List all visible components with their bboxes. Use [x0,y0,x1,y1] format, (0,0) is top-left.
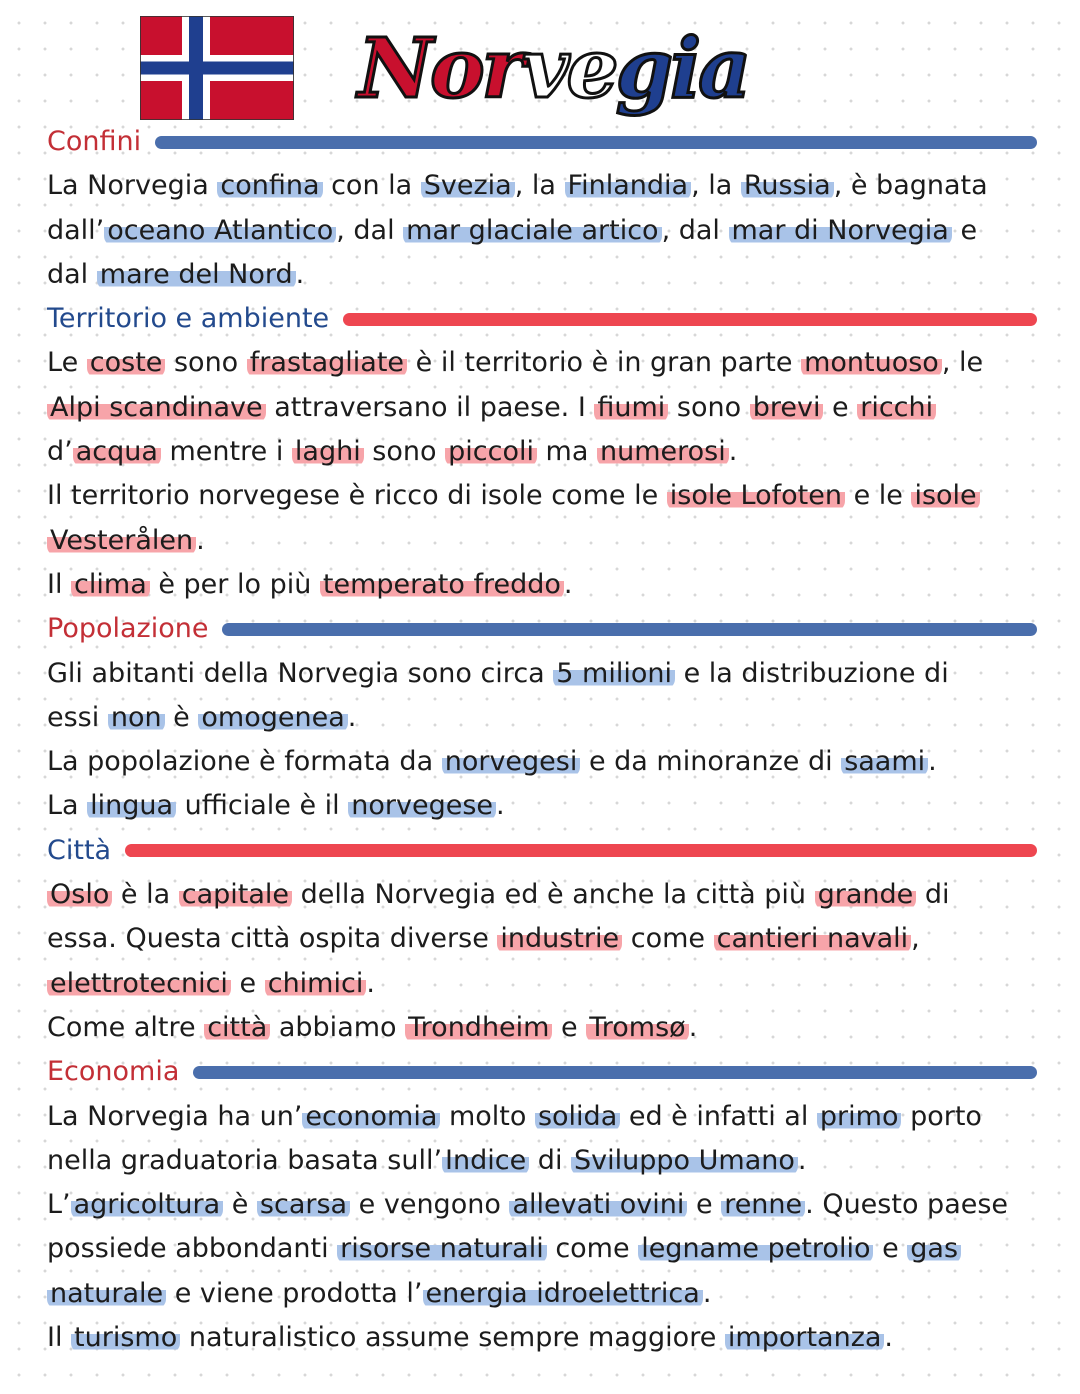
text: e [823,391,858,423]
text-line [47,873,1037,917]
text: e [552,1011,587,1043]
highlight: non [108,702,165,733]
highlight: temperato freddo [320,569,564,600]
highlight: frastagliate [247,347,407,378]
text-line [47,784,1037,828]
text: naturalistico assume sempre maggiore [180,1322,725,1354]
section-title: Città [47,834,112,866]
text-line [47,209,1037,253]
text: , dal [661,214,729,246]
highlight: omogenea [198,702,347,733]
text-line [47,519,1037,563]
highlight: agricoltura [71,1189,224,1220]
text: mentre i [160,436,292,468]
highlight: brevi [750,392,824,423]
text-line [47,962,1037,1006]
text: La Norvegia [47,170,218,202]
text: . [295,258,305,290]
text: . [702,1277,712,1309]
text: della Norvegia ed è anche la città più [292,879,815,911]
text: è per lo più [149,568,320,600]
highlight: renne [721,1189,805,1220]
text: essa. Questa città ospita diverse [47,923,498,955]
text: . [728,436,738,468]
text: e [873,1233,908,1265]
text: possiede abbondanti [47,1233,338,1265]
highlight: ricchi [857,392,936,423]
section-divider [193,1066,1037,1079]
title-part-blue: gia [615,21,749,117]
highlight: piccoli [445,436,537,467]
text: , la [691,170,741,202]
highlight: coste [87,347,166,378]
text: nella graduatoria basata sull’ [47,1144,443,1176]
text: e [951,214,978,246]
text: . [797,1144,807,1176]
text: . [928,746,937,778]
highlight: capitale [179,879,292,910]
section-header-economia [47,1050,1037,1094]
highlight: oceano Atlantico [104,215,336,246]
text: e [230,967,265,999]
highlight: Svezia [421,170,515,201]
section-title: Territorio e ambiente [47,303,330,335]
highlight: naturale [47,1278,166,1309]
text: e da minoranze di [580,746,842,778]
highlight: turismo [71,1322,180,1353]
highlight: Trondheim [405,1012,552,1043]
text-line [47,652,1037,696]
highlight: confina [217,170,322,201]
text: con la [322,170,421,202]
text: Il [47,568,72,600]
text-line [47,917,1037,961]
text: è [164,701,199,733]
text: e la distribuzione di [675,657,949,689]
text: attraversano il paese. I [265,391,595,423]
highlight: Sviluppo Umano [571,1145,798,1176]
text: . [366,967,375,999]
text: Il territorio norvegese è ricco di isole come le [47,480,667,512]
highlight: mar di Norvegia [729,215,952,246]
text-line [47,341,1037,385]
text-line [47,1095,1037,1139]
highlight: industrie [497,923,622,954]
text: Il [47,1322,72,1354]
text-line [47,1227,1037,1271]
section-title: Economia [47,1056,180,1088]
section-title: Confini [47,126,142,158]
text: . [196,524,205,556]
text-line [47,1316,1037,1360]
text: . [347,701,357,733]
text: e le [844,480,912,512]
highlight: Indice [442,1145,529,1176]
highlight: Finlandia [565,170,692,201]
highlight: legname petrolio [638,1233,873,1264]
text: , dal [336,214,404,246]
highlight: montuoso [801,347,942,378]
highlight: importanza [725,1322,885,1353]
highlight: gas [907,1233,961,1264]
highlight: elettrotecnici [47,968,231,999]
text: essi [47,701,108,733]
text: come [546,1233,639,1265]
text-line [47,386,1037,430]
content [47,120,1037,1360]
text: dal [47,258,97,290]
highlight: solida [535,1101,620,1132]
highlight: chimici [265,968,367,999]
highlight: città [204,1012,270,1043]
text: sono [165,347,247,379]
text: e [687,1189,722,1221]
text: La popolazione è formata da [47,746,442,778]
section-header-confini [47,120,1037,164]
text: di [529,1144,572,1176]
text: è [223,1189,257,1221]
page-title [358,14,748,124]
text: La [47,790,88,822]
highlight: saami [841,746,928,777]
text: è il territorio è in gran parte [407,347,802,379]
highlight: risorse naturali [337,1233,547,1264]
text: Gli abitanti della Norvegia sono circa [47,657,554,689]
text: e vengono [350,1189,510,1221]
highlight: clima [71,569,150,600]
text: , [911,923,920,955]
highlight: allevati ovini [509,1189,687,1220]
text-line [47,1183,1037,1227]
highlight: laghi [292,436,364,467]
highlight: fiumi [594,392,668,423]
text-line [47,1139,1037,1183]
highlight: Vesterålen [47,525,196,556]
highlight: lingua [87,790,176,821]
highlight: cantieri navali [714,923,912,954]
text-line [47,1006,1037,1050]
text: porto [901,1100,982,1132]
text-line [47,164,1037,208]
text-line [47,696,1037,740]
text: . [688,1011,698,1043]
highlight: primo [817,1101,902,1132]
highlight: mare del Nord [97,259,296,290]
section-header-territorio [47,297,1037,341]
text: . [496,790,505,822]
text: come [622,923,714,955]
norway-flag-icon [140,16,294,120]
section-title: Popolazione [47,613,209,645]
text: sono [363,436,446,468]
title-part-red: Nor [358,21,522,117]
text: L’ [47,1189,71,1221]
header [140,14,749,126]
text: abbiamo [270,1011,406,1043]
text: ma [536,436,597,468]
highlight: mar glaciale artico [403,215,661,246]
highlight: acqua [73,436,161,467]
section-divider [155,136,1037,149]
highlight: Tromsø [586,1012,688,1043]
highlight: Russia [741,170,834,201]
text: Come altre [47,1011,205,1043]
text: Le [47,347,87,379]
text: sono [668,391,750,423]
text: La Norvegia ha un’ [47,1100,303,1132]
text-line [47,430,1037,474]
title-part-white: ve [521,21,616,117]
section-divider [222,623,1037,636]
text: di [916,879,950,911]
highlight: grande [815,879,917,910]
highlight: Oslo [47,879,112,910]
text: , la [514,170,565,202]
highlight: norvegese [348,790,496,821]
text: . [563,568,573,600]
text-line [47,740,1037,784]
text: , le [941,347,984,379]
text: è la [112,879,179,911]
highlight: isole Lofoten [667,480,845,511]
text: ed è infatti al [620,1100,817,1132]
text: , è bagnata [833,170,988,202]
highlight: norvegesi [442,746,581,777]
text-line [47,474,1037,518]
highlight: 5 milioni [553,658,675,689]
highlight: isole [911,480,979,511]
highlight: energia idroelettrica [423,1278,703,1309]
highlight: scarsa [257,1189,350,1220]
text: . [884,1322,894,1354]
text: dall’ [47,214,105,246]
section-header-citta [47,829,1037,873]
text: . Questo paese [805,1189,1009,1221]
section-header-popolazione [47,607,1037,651]
highlight: Alpi scandinave [47,392,266,423]
section-divider [125,844,1037,857]
text: e viene prodotta l’ [166,1277,423,1309]
text-line [47,563,1037,607]
text-line [47,1272,1037,1316]
highlight: economia [302,1101,440,1132]
section-divider [343,313,1037,326]
text: molto [440,1100,535,1132]
highlight: numerosi [597,436,729,467]
text: ufficiale è il [176,790,349,822]
text-line [47,253,1037,297]
text: d’ [47,436,73,468]
